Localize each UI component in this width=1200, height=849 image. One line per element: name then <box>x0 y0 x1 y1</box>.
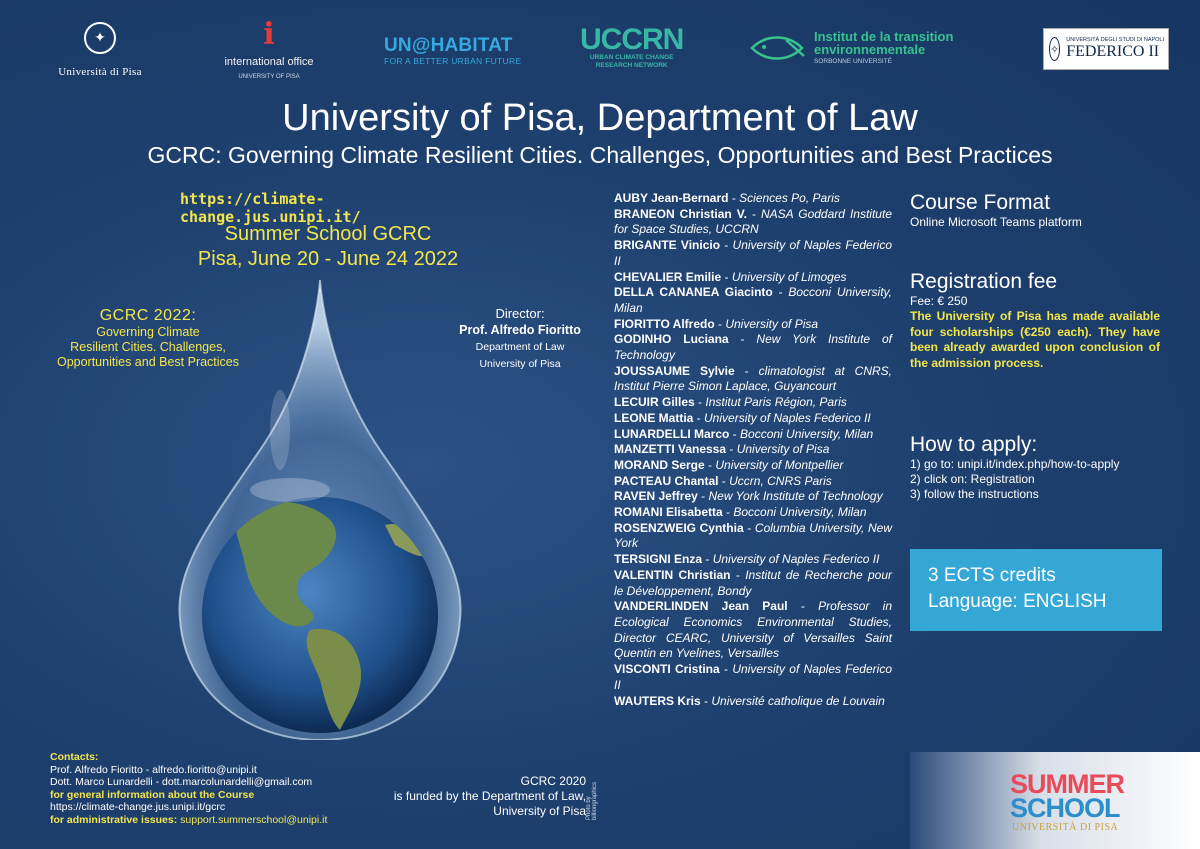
speaker-name: BRANEON Christian V. <box>614 206 747 221</box>
ects-box <box>910 549 1162 631</box>
speaker-name: RAVEN Jeffrey <box>614 489 698 504</box>
contact-line: Dott. Marco Lunardelli - dott.marcolunardelli@gmail.com <box>50 776 313 788</box>
speaker-name: LUNARDELLI Marco <box>614 426 730 441</box>
speaker-entry: WAUTERS Kris - Université catholique de Louvain <box>614 693 885 708</box>
speaker-affiliation: Sciences Po, Paris <box>739 191 840 205</box>
summer-school-logo <box>910 752 1200 849</box>
speaker-affiliation: University of Naples Federico II <box>712 552 880 567</box>
course-format-heading: Course Format <box>910 191 1051 214</box>
speaker-name: MORAND Serge <box>614 457 705 472</box>
admin-email[interactable]: support.summerschool@unipi.it <box>180 813 328 826</box>
director-university: University of Pisa <box>479 358 561 370</box>
poster-subtitle: GCRC: Governing Climate Resilient Cities. Challenges, Opportunities and Best Practices <box>147 142 1053 168</box>
speaker-name: BRIGANTE Vinicio <box>614 238 721 253</box>
intl-logo-text: international office <box>224 56 314 68</box>
speaker-entry: MANZETTI Vanessa - University of Pisa <box>614 442 830 457</box>
unipi-seal-icon: ✦ <box>84 22 116 54</box>
speaker-affiliation: University of Montpellier <box>715 457 844 472</box>
funded-by-block <box>370 774 586 819</box>
speaker-entry: VALENTIN Christian - Institut de Recherche pour le Développement, Bondy <box>614 567 893 598</box>
speaker-affiliation: Institut de Recherche pour le Développement, Bondy <box>614 567 893 598</box>
speaker-entry: LUNARDELLI Marco - Bocconi University, Milan <box>614 426 874 441</box>
speaker-affiliation: University of Naples Federico II <box>614 662 892 692</box>
speaker-name: DELLA CANANEA Giacinto <box>614 285 773 300</box>
contacts-heading: Contacts: <box>50 751 99 763</box>
itev-subtext: SORBONNE UNIVERSITÉ <box>814 58 893 65</box>
speaker-name: GODINHO Luciana <box>614 332 729 347</box>
scholarship-note: The University of Pisa has made available four scholarships (€250 each). They have been already awarded upon conclusion of the admission process. <box>910 309 1160 370</box>
how-to-apply-heading: How to apply: <box>910 433 1038 456</box>
speaker-name: VISCONTI Cristina <box>614 662 720 677</box>
speaker-name: WAUTERS Kris <box>614 693 701 708</box>
federico-text: FEDERICO II <box>1066 43 1160 60</box>
fish-icon <box>748 34 808 62</box>
director-name: Prof. Alfredo Fioritto <box>459 323 581 337</box>
speaker-name: CHEVALIER Emilie <box>614 269 722 284</box>
speaker-name: MANZETTI Vanessa <box>614 442 727 457</box>
speaker-name: LECUIR Gilles <box>614 395 695 410</box>
unipi-logo <box>50 22 150 82</box>
speaker-entry: BRANEON Christian V. - NASA Goddard Institute for Space Studies, UCCRN <box>614 206 892 237</box>
un-habitat-logo <box>384 36 521 66</box>
speaker-name: VANDERLINDEN Jean Paul <box>614 599 788 614</box>
speaker-affiliation: Professor in Ecological Economics Environmental Studies, Director CEARC, University of Versailles Saint Quentin en Yvelines, Versailles <box>614 599 893 661</box>
contact-line: Prof. Alfredo Fioritto - alfredo.fioritto@unipi.it <box>50 763 257 776</box>
speaker-affiliation: Université catholique de Louvain <box>711 693 885 708</box>
speaker-entry: FIORITTO Alfredo - University of Pisa <box>614 316 819 331</box>
speaker-entry: LECUIR Gilles - Institut Paris Région, Paris <box>614 395 847 410</box>
director-dept: Department of Law <box>475 341 565 353</box>
uccrn-text: UCCRN <box>580 23 684 56</box>
contacts-block <box>50 751 370 826</box>
general-info-label: for general information about the Course <box>50 788 255 801</box>
general-info-url[interactable]: https://climate-change.jus.unipi.it/gcrc <box>50 801 226 813</box>
globe-i-icon: i <box>263 17 275 52</box>
speaker-name: AUBY Jean-Bernard <box>614 191 729 205</box>
funded-line: University of Pisa <box>493 804 586 818</box>
speaker-entry: MORAND Serge - University of Montpellier <box>614 457 844 472</box>
itev-text-2: environnementale <box>814 42 926 57</box>
federico-seal-icon: ✧ <box>1049 37 1060 61</box>
photo-credit: Photo by billiongraphics <box>586 781 598 820</box>
speaker-entry: VISCONTI Cristina - University of Naples Federico II <box>614 662 892 692</box>
ects-language: Language: ENGLISH <box>928 591 1107 612</box>
speaker-entry: RAVEN Jeffrey - New York Institute of Technology <box>614 489 883 504</box>
gcrc-2022-line: Opportunities and Best Practices <box>56 355 240 369</box>
speaker-entry: ROSENZWEIG Cynthia - Columbia University, New York <box>614 520 892 551</box>
federico-subtext: UNIVERSITÀ DEGLI STUDI DI NAPOLI <box>1066 37 1165 43</box>
speaker-affiliation: University of Naples Federico II <box>704 410 871 425</box>
summer-school-block <box>178 222 478 272</box>
admin-label: for administrative issues: <box>50 813 178 826</box>
speaker-name: FIORITTO Alfredo <box>614 316 715 331</box>
course-url-link[interactable]: https://climate-change.jus.unipi.it/ <box>180 190 361 226</box>
itev-text-1: Institut de la transition <box>814 29 954 44</box>
speaker-entry: BRIGANTE Vinicio - University of Naples Federico II <box>614 238 893 268</box>
speaker-affiliation: New York Institute of Technology <box>708 489 883 504</box>
intl-logo-subtext: UNIVERSITY OF PISA <box>238 74 300 80</box>
international-office-logo <box>224 17 314 80</box>
gcrc-2022-heading: GCRC 2022: <box>99 307 197 324</box>
funded-line: is funded by the Department of Law, <box>393 789 586 803</box>
gcrc-2022-line: Resilient Cities. Challenges, <box>70 340 226 354</box>
speaker-entry: JOUSSAUME Sylvie - climatologist at CNRS, Institut Pierre Simon Laplace, Guyancourt <box>614 363 893 394</box>
speaker-entry: PACTEAU Chantal - Uccrn, CNRS Paris <box>614 473 832 488</box>
speaker-affiliation: Bocconi University, Milan <box>614 285 892 315</box>
school-logo-word: SCHOOL <box>1010 793 1120 823</box>
speaker-entry: ROMANI Elisabetta - Bocconi University, Milan <box>614 505 867 520</box>
speaker-affiliation: New York Institute of Technology <box>614 332 892 363</box>
course-format-block <box>910 191 1180 230</box>
un-habitat-subtext: FOR A BETTER URBAN FUTURE <box>384 56 522 66</box>
registration-block <box>910 270 1180 371</box>
speaker-entry: VANDERLINDEN Jean Paul - Professor in Ecological Economics Environmental Studies, Director CEARC, University of Versailles Saint Quentin en Yvelines, Versailles <box>614 599 893 661</box>
speaker-affiliation: climatologist at CNRS, Institut Pierre Simon Laplace, Guyancourt <box>614 363 893 394</box>
speaker-affiliation: Uccrn, CNRS Paris <box>729 473 832 488</box>
speaker-affiliation: University of Naples Federico II <box>614 238 893 268</box>
speaker-entry: AUBY Jean-Bernard - Sciences Po, Paris <box>614 191 840 205</box>
ects-credits: 3 ECTS credits <box>928 565 1056 586</box>
unipi-logo-text: Università di Pisa <box>58 66 142 78</box>
summer-school-dates: Pisa, June 20 - June 24 2022 <box>197 248 459 270</box>
director-block <box>440 306 600 371</box>
registration-fee: Fee: € 250 <box>910 294 968 308</box>
gcrc-2022-line: Governing Climate <box>96 325 200 339</box>
funded-line: GCRC 2020 <box>520 774 586 788</box>
speaker-name: TERSIGNI Enza <box>614 552 703 567</box>
speaker-affiliation: University of Pisa <box>736 442 830 457</box>
speaker-name: PACTEAU Chantal <box>614 473 719 488</box>
gcrc-2022-block <box>42 307 254 370</box>
speakers-list <box>614 191 892 709</box>
speaker-entry: DELLA CANANEA Giacinto - Bocconi University, Milan <box>614 285 892 315</box>
speaker-affiliation: NASA Goddard Institute for Space Studies, UCCRN <box>614 206 892 237</box>
speaker-affiliation: University of Limoges <box>731 269 847 284</box>
speaker-name: ROMANI Elisabetta <box>614 505 723 520</box>
un-habitat-text: UN@HABITAT <box>384 35 513 56</box>
speaker-affiliation: Bocconi University, Milan <box>740 426 874 441</box>
speaker-name: JOUSSAUME Sylvie <box>614 363 735 378</box>
speaker-affiliation: Institut Paris Région, Paris <box>705 395 847 410</box>
speaker-affiliation: University of Pisa <box>725 316 819 331</box>
institut-transition-logo <box>748 30 953 65</box>
director-label: Director: <box>495 306 545 321</box>
speaker-entry: GODINHO Luciana - New York Institute of Technology <box>614 332 892 363</box>
apply-step: 1) go to: unipi.it/index.php/how-to-apply <box>910 457 1120 471</box>
poster-title: University of Pisa, Department of Law <box>282 97 918 139</box>
apply-step: 2) click on: Registration <box>910 472 1035 486</box>
uccrn-subtext: URBAN CLIMATE CHANGE RESEARCH NETWORK <box>589 54 674 69</box>
registration-heading: Registration fee <box>910 270 1058 293</box>
how-to-apply-block <box>910 433 1180 502</box>
summer-logo-word: SUMMER <box>1010 769 1124 799</box>
federico-ii-logo <box>1043 28 1169 70</box>
speaker-entry: LEONE Mattia - University of Naples Federico II <box>614 410 871 425</box>
summer-school-title: Summer School GCRC <box>224 223 432 245</box>
speaker-affiliation: Bocconi University, Milan <box>733 505 867 520</box>
uccrn-logo <box>580 23 684 70</box>
speaker-name: VALENTIN Christian <box>614 567 731 582</box>
apply-step: 3) follow the instructions <box>910 487 1039 501</box>
summer-logo-university: UNIVERSITÀ DI PISA <box>1012 822 1119 833</box>
speaker-affiliation: Columbia University, New York <box>614 520 892 551</box>
speaker-entry: TERSIGNI Enza - University of Naples Federico II <box>614 552 880 567</box>
course-format-text: Online Microsoft Teams platform <box>910 215 1082 229</box>
speaker-name: LEONE Mattia <box>614 410 694 425</box>
speaker-name: ROSENZWEIG Cynthia <box>614 520 744 535</box>
speaker-entry: CHEVALIER Emilie - University of Limoges <box>614 269 847 284</box>
